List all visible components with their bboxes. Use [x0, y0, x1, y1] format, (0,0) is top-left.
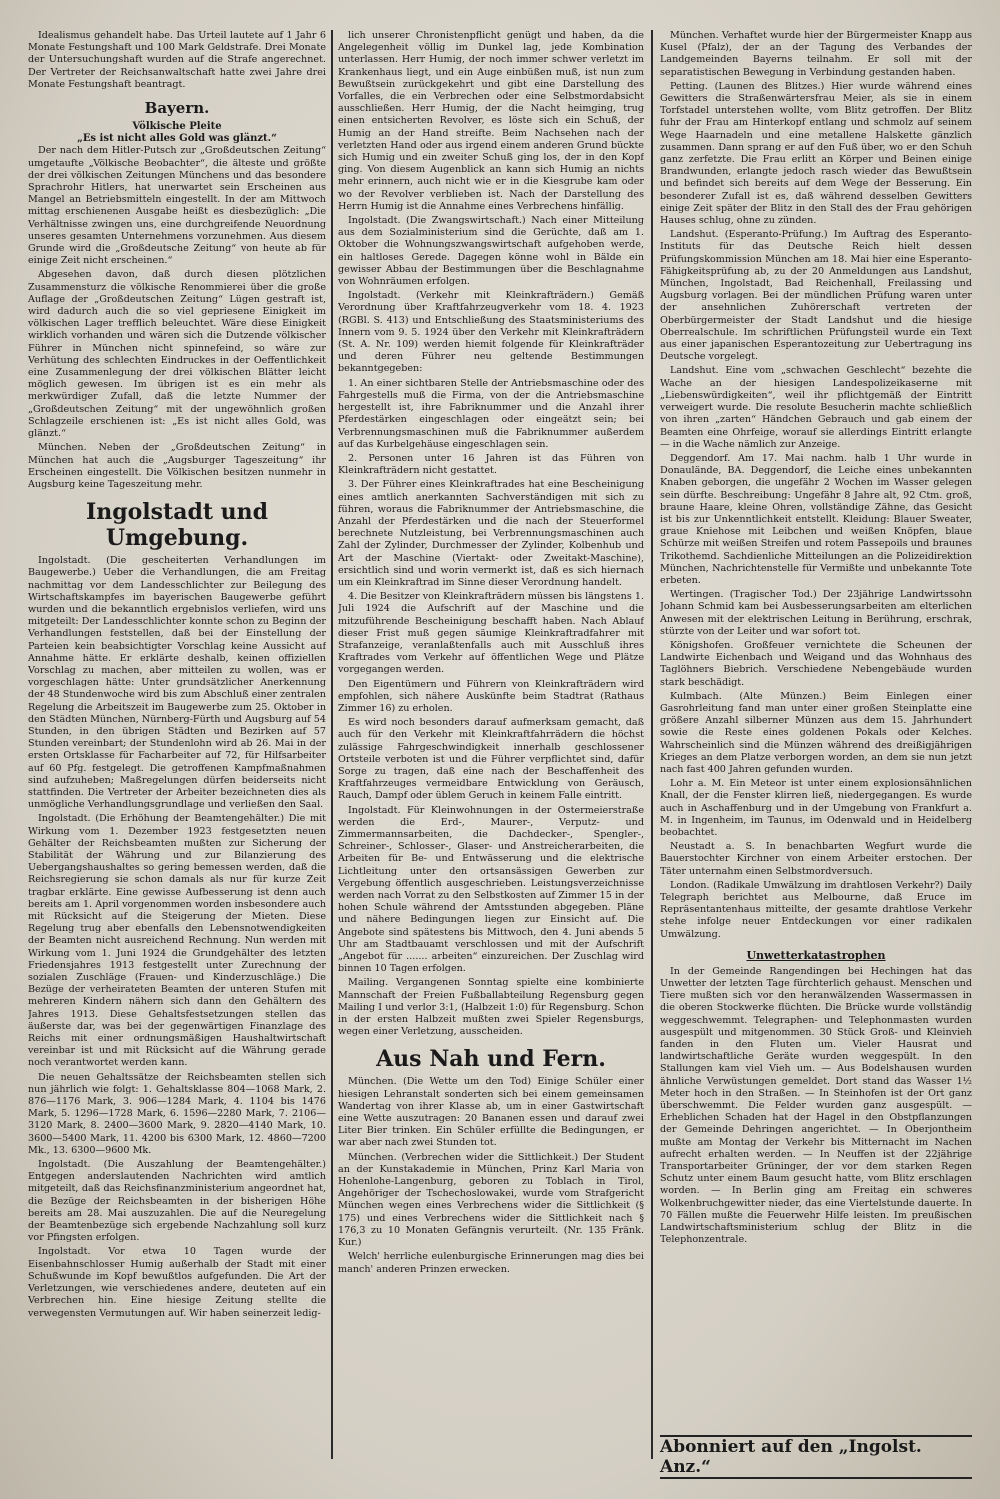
article-paragraph: Ingolstadt. Vor etwa 10 Tagen wurde der Eisenbahnschlosser Humig außerhalb der Stadt mit einer Schußwunde im Kopf bewußtlos aufgefunden. Die Art der Verletzungen, wie verschiedenes andere, deuteten auf ein Verbrechen hin. Eine hiesige Zeitung stellte die verwegensten Vermutungen auf. Wir haben seinerzeit ledig-: [28, 1246, 326, 1319]
article-paragraph: Landshut. Eine vom „schwachen Geschlecht“ bezehte die Wache an der hiesigen Landespolizeikaserne mit „Liebenswürdigkeiten“, weil ihr pflichtgemäß der Eintritt verweigert wurde. Die resolute Besucherin machte schließlich von ihren „zarten“ Händchen Gebrauch und gab einem der Beamten eine Ohrfeige, worauf sie allerdings Eintritt erlangte — in die Wache nämlich zur Anzeige.: [660, 365, 972, 450]
article-paragraph: London. (Radikale Umwälzung im drahtlosen Verkehr?) Daily Telegraph berichtet aus Melbourne, daß Eruce im Repräsentantenhaus mitteilte, der gesamte drahtlose Verkehr stehe infolge neuer Entdeckungen vor einer radikalen Umwälzung.: [660, 879, 972, 940]
article-paragraph: Abgesehen davon, daß durch diesen plötzlichen Zusammensturz die völkische Renommierei über die große Auflage der „Großdeutschen Zeitung“ Lügen gestraft ist, wird dadurch auch die so viel gepriesene Einigkeit im völkischen Lager trefflich beleuchtet. Wäre diese Einigkeit wirklich vorhanden und wären sich die Dutzende völkischer Führer in München nicht spinnefeind, so wäre zur Verhütung des schlechten Eindruckes in der Oeffentlichkeit eine Zusammenlegung der drei völkischen Blätter leicht möglich gewesen. Im übrigen ist es ein mehr als merkwürdiger Zufall, daß die letzte Nummer der „Großdeutschen Zeitung“ mit der ungewöhnlich großen Schlagzeile erschienen ist: „Es ist nicht alles Gold, was glänzt.“: [28, 269, 326, 440]
section-heading-nah-fern: Aus Nah und Fern.: [376, 1046, 606, 1073]
section-heading-ingolstadt: Ingolstadt und Umgebung.: [85, 499, 269, 552]
article-paragraph: Neustadt a. S. In benachbarten Wegfurt wurde die Bauerstochter Kirchner von einem Arbeiter erstochen. Der Täter unternahm einen Selbstmordversuch.: [660, 841, 972, 877]
article-paragraph: Wertingen. (Tragischer Tod.) Der 23jährige Landwirtssohn Johann Schmid kam bei Ausbesserungsarbeiten am elterlichen Anwesen mit der elektrischen Leitung in Berührung, erschrak, stürzte von der Leiter und war sofort tot.: [660, 589, 972, 637]
article-paragraph: Der nach dem Hitler-Putsch zur „Großdeutschen Zeitung“ umgetaufte „Völkische Beobachter“, die älteste und größte der drei völkischen Zeitungen Münchens und das besondere Sprachrohr Hitlers, hat unerwartet sein Erscheinen aus Mangel an Betriebsmitteln eingestellt. In der am Mittwoch mittag erschienenen Ausgabe heißt es diesbezüglich: „Die Verhältnisse zwingen uns, eine durchgreifende Neuordnung unseres gesamten Unternehmens vorzunehmen. Aus diesem Grunde wird die „Großdeutsche Zeitung“ von heute ab für einige Zeit nicht erscheinen.“: [28, 145, 326, 267]
article-paragraph: Landshut. (Esperanto-Prüfung.) Im Auftrag des Esperanto-Instituts für das Deutsche Reich hielt dessen Prüfungskommission München am 18. Mai hier eine Esperanto-Fähigkeitsprüfung ab, zu der 20 Anmeldungen aus Landshut, München, Ingolstadt, Bad Reichenhall, Freilassing und Augsburg vorlagen. Bei der mündlichen Prüfung waren unter der ansehnlichen Zuhörerschaft vertreten der Oberbürgermeister der Stadt Landshut und die hiesige Oberrealschule. Im schriftlichen Prüfungsteil wurde ein Text aus einer japanischen Esperantozeitung zur Uebertragung ins Deutsche vorgelegt.: [660, 229, 972, 363]
section-heading-bayern: Bayern.: [144, 99, 210, 118]
article-paragraph: Ingolstadt. (Die Auszahlung der Beamtengehälter.) Entgegen anderslautenden Nachrichten wird amtlich mitgeteilt, daß das Reichsfinanzministerium angeordnet hat, die Bezüge der Reichsbeamten in der bisherigen Höhe bereits am 28. Mai auszuzahlen. Die auf die Neuregelung der Beamtenbezüge sich ergebende Nachzahlung soll kurz vor Pfingsten erfolgen.: [28, 1159, 326, 1244]
column-3: [660, 30, 972, 1429]
article-paragraph: Ingolstadt. (Die Erhöhung der Beamtengehälter.) Die mit Wirkung vom 1. Dezember 1923 festgesetzten neuen Gehälter der Reichsbeamten mußten zur Sicherung der Stabilität der Währung und zur Bilanzierung des Uebergangshaushaltes so gering bemessen werden, daß die Reichsregierung sie schon damals als nur für kurze Zeit tragbar erklärte. Eine gewisse Aufbesserung ist denn auch bereits am 1. April vorgenommen worden insbesondere auch mit Rücksicht auf die Steigerung der Mieten. Diese Regelung trug aber ebenfalls den Lebensnotwendigkeiten der Beamten nicht ausreichend Rechnung. Nun werden mit Wirkung vom 1. Juni 1924 die Grundgehälter des letzten Friedensjahres 1913 festgestellt unter Zurechnung der sozialen Zuschläge (Frauen- und Kinderzuschläge.) Die Bezüge der verheirateten Beamten der unteren Stufen mit mehreren Kindern nähern sich dann den Gehältern des Jahres 1913. Diese Gehaltsfestsetzungen stellen das äußerste dar, was bei der gegenwärtigen Finanzlage des Reichs mit einer ordnungsmäßigen Haushaltwirtschaft vereinbar ist und mit Rücksicht auf die Währung gerade noch verantwortet werden kann.: [28, 813, 326, 1069]
column-rule: [331, 30, 333, 1459]
article-paragraph: 4. Die Besitzer von Kleinkrafträdern müssen bis längstens 1. Juli 1924 die Aufschrift auf der Maschine und die mitzuführende Bescheinigung beschafft haben. Nach Ablauf dieser Frist muß gegen säumige Kleinkraftradfahrer mit Strafanzeige, veranlaßtenfalls auch mit Ausschluß ihres Kraftrades vom Verkehr auf öffentlichen Wege und Plätze vorgegangen werden.: [338, 591, 644, 676]
article-paragraph: 1. An einer sichtbaren Stelle der Antriebsmaschine oder des Fahrgestells muß die Firma, von der die Antriebsmaschine hergestellt ist, ihre Fabriknummer und die Anzahl ihrer Pferdestärken eingeschlagen oder eingeätzt sein; bei Verbrennungsmaschinen muß die Fabriknummer außerdem auf das Kurbelgehäuse eingeschlagen sein.: [338, 377, 644, 450]
column-rule: [651, 30, 653, 1459]
article-paragraph: Deggendorf. Am 17. Mai nachm. halb 1 Uhr wurde in Donaulände, BA. Deggendorf, die Leiche eines unbekannten Knaben geborgen, die ungefähr 2 Wochen im Wasser gelegen sein dürfte. Beschreibung: Ungefähr 8 Jahre alt, 92 Ctm. groß, braune Haare, kleine Ohren, vollständige Zähne, das Gesicht ist bis zur Unkenntlichkeit entstellt. Kleidung: Blauer Sweater, graue Kniehose mit Leibchen und weißen Knöpfen, blaue Schürze mit weißen Streifen und rotem Passepoils und braunes Trikothemd. Sachdienliche Mitteilungen an die Polizeidirektion München, Nachrichtenstelle für Vermißte und unbekannte Tote erbeten.: [660, 452, 972, 586]
article-paragraph: Lohr a. M. Ein Meteor ist unter einem explosionsähnlichen Knall, der die Fenster klirren ließ, niedergegangen. Es wurde auch in Aschaffenburg und in der Umgebung von Frankfurt a. M. in Ingenheim, im Taunus, im Odenwald und in Heidelberg beobachtet.: [660, 778, 972, 838]
article-paragraph: Welch' herrliche eulenburgische Erinnerungen mag dies bei manch' anderen Prinzen erwecken.: [338, 1251, 644, 1275]
article-paragraph: Ingolstadt. Für Kleinwohnungen in der Ostermeierstraße werden die Erd-, Maurer-, Verputz- und Zimmermannsarbeiten, die Dachdecker-, Spengler-, Schreiner-, Schlosser-, Glaser- und Anstreicherarbeiten, die Arbeiten für Be- und Entwässerung und die elektrische Lichtleitung unter den ortsansässigen Gewerben zur Vergebung öffentlich ausgeschrieben. Leistungsverzeichnisse werden nach Vorrat zu den Selbstkosten auf Zimmer 15 in der hohen Schule während der Amtsstunden abgegeben. Pläne und nähere Bedingungen liegen zur Einsicht auf. Die Angebote sind spätestens bis Mittwoch, den 4. Juni abends 5 Uhr am Stadtbauamt verschlossen und mit der Aufschrift „Angebot für ....... arbeiten“ einzureichen. Der Zuschlag wird binnen 10 Tagen erfolgen.: [338, 804, 644, 975]
article-paragraph: Idealismus gehandelt habe. Das Urteil lautete auf 1 Jahr 6 Monate Festungshaft und 100 Mark Geldstrafe. Drei Monate der Untersuchungshaft wurden auf die Strafe angerechnet. Der Vertreter der Reichsanwaltschaft hatte zwei Jahre drei Monate Festungshaft beantragt.: [28, 30, 326, 90]
article-subtitle: „Es ist nicht alles Gold was glänzt.“: [77, 133, 277, 145]
article-paragraph: 2. Personen unter 16 Jahren ist das Führen von Kleinkrafträdern nicht gestattet.: [338, 452, 644, 477]
article-paragraph: lich unserer Chronistenpflicht genügt und haben, da die Angelegenheit völlig im Dunkel lag, jede Kombination unterlassen. Herr Humig, der noch immer schwer verletzt im Krankenhaus liegt, und ein Auge einbüßen muß, ist nun zum Bewußtsein zurückgekehrt und gibt eine Darstellung des Vorfalles, die ein Verbrechen oder eine Selbstmordabsicht ausschließen. Herr Humig, der die Nacht heimging, trug einen entsicherten Revolver, es löste sich ein Schuß, der Humig an der Hand streifte. Beim Nachsehen nach der verletzten Hand oder aus irgend einem anderen Grund bückte sich Humig und ein zweiter Schuß ging los, der in den Kopf ging. Von diesem Augenblick an kann sich Humig an nichts mehr erinnern, auch nicht wie er in die Kiesgrube kam oder wo der Revolver verblieben ist. Nach der Darstellung des Herrn Humig ist die Annahme eines Verbrechens hinfällig.: [338, 30, 644, 212]
article-paragraph: Petting. (Launen des Blitzes.) Hier wurde während eines Gewitters die Straßenwärtersfrau Meier, als sie in einem Torfstadel unterstehen wollte, vom Blitz getroffen. Der Blitz fuhr der Frau am Hinterkopf entlang und schmolz auf seinem Wege Haarnadeln und eine metallene Halskette gänzlich zusammen. Dann sprang er auf den Fuß über, wo er den Schuh ganz zerfetzte. Die Frau erlitt an Körper und Beinen einige Brandwunden, erlangte jedoch rasch wieder das Bewußtsein und befindet sich bereits auf dem Wege der Besserung. Ein besonderer Zufall ist es, daß während desselben Gewitters einige Zeit später der Blitz in den Stall des der Frau gehörigen Hauses schlug, ohne zu zünden.: [660, 80, 972, 227]
article-paragraph: 3. Der Führer eines Kleinkraftrades hat eine Bescheinigung eines amtlich anerkannten Sachverständigen mit sich zu führen, woraus die Fabriknummer der Antriebsmaschine, die Anzahl der Pferdestärken und die nach der Steuerformel berechnete Nutzleistung, bei Verbrennungsmaschinen auch Zahl der Zylinder, Durchmesser der Zylinder, Kolbenhub und Art der Maschine (Viertakt- oder Zweitakt-Maschine), ersichtlich sind und worin vermerkt ist, daß es sich hiernach um ein Kleinkraftrad im Sinne dieser Verordnung handelt.: [338, 479, 644, 588]
article-paragraph: Ingolstadt. (Die gescheiterten Verhandlungen im Baugewerbe.) Ueber die Verhandlungen, die am Freitag nachmittag vor dem Landesschlichter zur Beilegung des Wirtschaftskampfes im bayerischen Baugewerbe geführt wurden und die bekanntlich ergebnislos verliefen, wird uns mitgeteilt: Der Landesschlichter konnte schon zu Beginn der Verhandlungen feststellen, daß bei der Einstellung der Parteien kein beabsichtigter Vorschlag keine Aussicht auf Annahme hätte. Er erklärte deshalb, keinen offiziellen Vorschlag zu machen, aber mitteilen zu wollen, was er vorgeschlagen hätte: Unter grundsätzlicher Anerkennung der 48 Stundenwoche wird bis zum Abschluß einer zentralen Regelung die Arbeitszeit im Baugewerbe zum 25. Oktober in den Städten München, Nürnberg-Fürth und Augsburg auf 54 Stunden, in den übrigen Städten und Bezirken auf 57 Stunden vereinbart; der Stundenlohn wird ab 26. Mai in der ersten Ortsklasse für Facharbeiter auf 72, für Hilfsarbeiter auf 60 Pfg. festgelegt. Die getroffenen Kampfmaßnahmen sind aufzuheben; Maßregelungen dürfen beiderseits nicht stattfinden. Die Vertreter der Arbeiter bezeichneten dies als unmögliche Verhandlungsgrundlage und verließen den Saal.: [28, 555, 326, 811]
article-paragraph: München. (Die Wette um den Tod) Einige Schüler einer hiesigen Lehranstalt sonderten sich bei einem gemeinsamen Wandertag von ihrer Klasse ab, um in einer Gastwirtschaft eine Wette auszutragen: 20 Bananen essen und darauf zwei Liter Bier trinken. Ein Schüler erfüllte die Bedingungen, er war aber nach zwei Stunden tot.: [338, 1076, 644, 1149]
article-paragraph: München. Neben der „Großdeutschen Zeitung“ in München hat auch die „Augsburger Tageszeitung“ ihr Erscheinen eingestellt. Die Völkischen besitzen nunmehr in Augsburg keine Tageszeitung mehr.: [28, 442, 326, 490]
article-paragraph: Ingolstadt. (Die Zwangswirtschaft.) Nach einer Mitteilung aus dem Sozialministerium sind die Gerüchte, daß am 1. Oktober die Wohnungszwangswirtschaft aufgehoben werde, ein haltloses Gerede. Dagegen könne wohl in Bälde ein gewisser Abbau der Bestimmungen über die Beschlagnahme von Wohnräumen erfolgen.: [338, 215, 644, 288]
article-paragraph: München. (Verbrechen wider die Sittlichkeit.) Der Student an der Kunstakademie in München, Prinz Karl Maria von Hohenlohe-Langenburg, geboren zu Toblach in Tirol, Angehöriger der Tschechoslowakei, wurde vom Strafgericht München wegen eines Verbrechens wider die Sittlichkeit (§ 175) und eines Verbrechens wider die Sittlichkeit nach § 176,3 zu 10 Monaten Gefängnis verurteilt. (Nr. 135 Fränk. Kur.): [338, 1151, 644, 1249]
article-title: Völkische Pleite: [132, 121, 222, 133]
column-1: [28, 30, 326, 1489]
section-heading-unwetter: Unwetterkatastrophen: [746, 948, 886, 962]
article-paragraph: München. Verhaftet wurde hier der Bürgermeister Knapp aus Kusel (Pfalz), der an der Tagung des Verbandes der Landgemeinden Bayerns teilnahm. Er soll mit der separatistischen Bewegung in Verbindung gestanden haben.: [660, 30, 972, 78]
article-paragraph: Es wird noch besonders darauf aufmerksam gemacht, daß auch für den Verkehr mit Kleinkraftfahrrädern die höchst zulässige Fahrgeschwindigkeit innerhalb geschlossener Ortsteile verboten ist und die Führer verpflichtet sind, dafür Sorge zu tragen, daß eine nach der Beschaffenheit des Kraftfahrzeuges vermeidbare Entwicklung von Geräusch, Rauch, Dampf oder üblem Geruch in keinem Falle eintritt.: [338, 717, 644, 802]
subscription-banner: Abonniert auf den „Ingolst. Anz.“: [660, 1435, 972, 1479]
article-paragraph: Königshofen. Großfeuer vernichtete die Scheunen der Landwirte Eichenbach und Weigand und das Wohnhaus des Taglöhners Biebrich. Verschiedene Nebengebäude wurden stark beschädigt.: [660, 639, 972, 688]
article-paragraph: Die neuen Gehaltssätze der Reichsbeamten stellen sich nun jährlich wie folgt: 1. Gehaltsklasse 804—1068 Mark, 2. 876—1176 Mark, 3. 906—1284 Mark, 4. 1104 bis 1476 Mark, 5. 1296—1728 Mark, 6. 1596—2280 Mark, 7. 2106—3120 Mark, 8. 2400—3600 Mark, 9. 2820—4140 Mark, 10. 3600—5400 Mark, 11. 4200 bis 6300 Mark, 12. 4860—7200 Mk., 13. 6300—9600 Mk.: [28, 1071, 326, 1156]
column-2: [338, 30, 644, 1489]
article-paragraph: Ingolstadt. (Verkehr mit Kleinkrafträdern.) Gemäß Verordnung über Kraftfahrzeugverkehr vom 18. 4. 1923 (RGBl. S. 413) und Entschließung des Staatsministeriums des Innern vom 9. 5. 1924 über den Verkehr mit Kleinkrafträdern (St. A. Nr. 109) werden hiemit folgende für Kleinkrafträder und deren Führer neu geltende Bestimmungen bekanntgegeben:: [338, 290, 644, 375]
article-paragraph: In der Gemeinde Rangendingen bei Hechingen hat das Unwetter der letzten Tage fürchterlich gehaust. Menschen und Tiere mußten sich vor den heranwälzenden Wassermassen in die oberen Stockwerke flüchten. Die Brücke wurde vollständig weggeschwemmt. Telegraphen- und Telephonmasten wurden ausgespült und mitgenommen. 30 Stück Groß- und Kleinvieh fanden in den Fluten um. Vieler Hausrat und landwirtschaftliche Geräte wurden weggespült. In den Stallungen kam viel Vieh um. — Aus Bodelshausen wurden ähnliche Verwüstungen gemeldet. Dort stand das Wasser 1½ Meter hoch in den Straßen. — In Steinhofen ist der Ort ganz überschwemmt. Die Felder wurden ganz ausgespült. — Erheblichen Schaden hat der Hagel in den Obstpflanzungen der Gemeinde Dehringen angerichtet. — In Oberjontheim mußte am Montag der Verkehr bis Mitternacht im Nachen aufrecht erhalten werden. — In Neuffen ist der 22jährige Transportarbeiter Grüninger, der vor dem starken Regen Schutz unter einem Baum gesucht hatte, vom Blitz erschlagen worden. — In Berlin ging am Freitag ein schweres Wolkenbruchgewitter nieder, das eine Viertelstunde dauerte. In 70 Fällen mußte die Feuerwehr Hilfe leisten. Im preußischen Landwirtschaftsministerium schlug der Blitz in die Telephonzentrale.: [660, 965, 972, 1246]
article-paragraph: Kulmbach. (Alte Münzen.) Beim Einlegen einer Gasrohrleitung fand man unter einer großen Steinplatte eine größere Anzahl silberner Münzen aus dem 15. Jahrhundert sowie die Reste eines goldenen Pokals oder Kelches. Wahrscheinlich sind die Münzen während des dreißigjährigen Krieges an dem Platze verborgen worden, an dem sie nun jetzt nach fast 400 Jahren gefunden wurden.: [660, 690, 972, 775]
article-paragraph: Mailing. Vergangenen Sonntag spielte eine kombinierte Mannschaft der Freien Fußballabteilung Regensburg gegen Mailing I und verlor 3:1, (Halbzeit 1:0) für Regensburg. Schon in der ersten Halbzeit mußten zwei Spieler Regensburgs, wegen einer Verletzung, ausscheiden.: [338, 977, 644, 1038]
article-paragraph: Den Eigentümern und Führern von Kleinkrafträdern wird empfohlen, sich nähere Auskünfte beim Stadtrat (Rathaus Zimmer 16) zu erholen.: [338, 678, 644, 714]
